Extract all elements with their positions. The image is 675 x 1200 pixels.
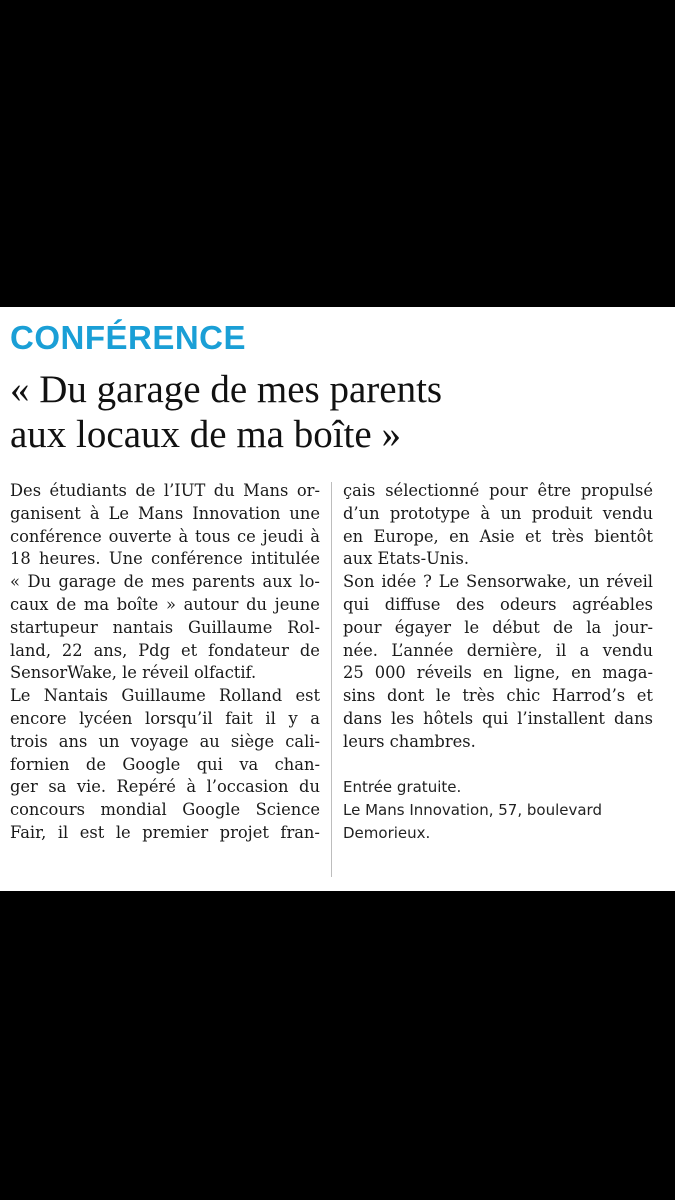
body-line: trois ans un voyage au siège cali- (10, 731, 320, 751)
section-kicker: CONFÉRENCE (10, 319, 247, 356)
body-line: concours mondial Google Science (10, 800, 320, 820)
body-line: Des étudiants de l’IUT du Mans or- (10, 481, 320, 500)
body-line: ger sa vie. Repéré à l’occasion du (10, 777, 320, 797)
body-line: aux Etats-Unis. (343, 549, 470, 569)
body-line: née. L’année dernière, il a vendu (343, 640, 653, 660)
right-column (343, 480, 653, 845)
body-line: qui diffuse des odeurs agréables (343, 594, 653, 614)
newspaper-clipping (0, 307, 675, 891)
body-line: fornien de Google qui va chan- (10, 754, 320, 774)
headline-line: « Du garage de mes parents (10, 368, 443, 411)
body-line: çais sélectionné pour être propulsé (343, 481, 653, 500)
body-line: pour égayer le début de la jour- (343, 617, 653, 637)
body-line: « Du garage de mes parents aux lo- (10, 572, 320, 592)
body-line: land, 22 ans, Pdg et fondateur de (10, 640, 320, 660)
body-line: 18 heures. Une conférence intitulée (10, 549, 320, 569)
info-line: Entrée gratuite. (343, 777, 462, 796)
article-headline (10, 367, 660, 457)
left-column (10, 480, 320, 845)
body-line: sins dont le très chic Harrod’s et (343, 686, 653, 706)
practical-info (343, 776, 653, 845)
info-line: Demorieux. (343, 823, 431, 842)
body-line: conférence ouverte à tous ce jeudi à (10, 526, 320, 546)
body-line: en Europe, en Asie et très bientôt (343, 526, 653, 546)
body-line: Le Nantais Guillaume Rolland est (10, 686, 320, 706)
column-divider (331, 482, 332, 877)
body-line: caux de ma boîte » autour du jeune (10, 594, 320, 614)
info-line: Le Mans Innovation, 57, boulevard (343, 800, 602, 819)
body-line: dans les hôtels qui l’installent dans (343, 708, 653, 728)
body-line: d’un prototype à un produit vendu (343, 503, 653, 523)
body-line: Son idée ? Le Sensorwake, un réveil (343, 572, 653, 592)
body-line: encore lycéen lorsqu’il fait il y a (10, 708, 320, 728)
headline-line: aux locaux de ma boîte » (10, 413, 401, 456)
body-line: SensorWake, le réveil olfactif. (10, 663, 257, 683)
body-line: Fair, il est le premier projet fran- (10, 822, 320, 842)
body-line: ganisent à Le Mans Innovation une (10, 503, 320, 523)
body-line: 25 000 réveils en ligne, en maga- (343, 663, 653, 683)
body-line: leurs chambres. (343, 731, 476, 751)
body-line: startupeur nantais Guillaume Rol- (10, 617, 320, 637)
